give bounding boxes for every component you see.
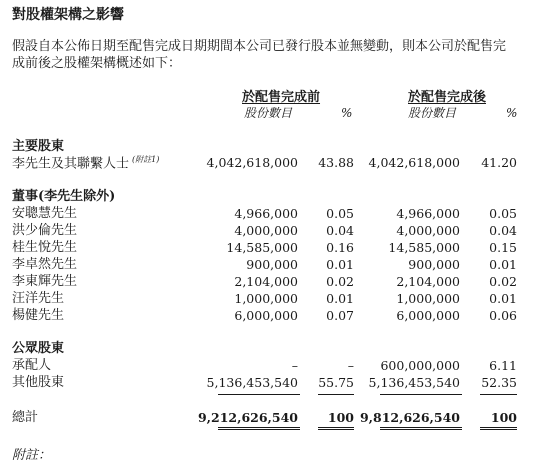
after-pct-cell: 6.11 [489,358,517,373]
before-pct-cell: 55.75 [318,375,354,390]
before-shares-cell: 4,966,000 [234,206,298,221]
before-shares-cell: 6,000,000 [234,308,298,323]
after-shares-cell: 14,585,000 [388,240,460,255]
after-shares-cell: 2,104,000 [396,274,460,289]
shareholder-name: 汪洋先生 [12,291,65,306]
before-shares-cell: – [291,358,298,373]
footnote-reference: (附註1) [132,155,160,164]
before-shares-cell: 900,000 [246,257,298,272]
subtotal-rule [380,394,462,395]
after-pct-cell: 0.05 [489,206,517,221]
before-shares-cell: 5,136,453,540 [206,375,298,390]
before-shares-cell: 4,000,000 [234,223,298,238]
before-column-title: 於配售完成前 [242,90,321,105]
after-shares-cell: 600,000,000 [380,358,460,373]
total-double-rule [218,427,300,430]
total-double-rule [380,427,462,430]
total-before-shares: 9,212,626,540 [197,410,298,425]
shareholder-name: 李卓然先生 [12,257,78,272]
after-shares-cell: 4,000,000 [396,223,460,238]
shareholder-name: 承配人 [12,358,52,373]
before-pct-cell: 0.01 [326,257,354,272]
after-pct-cell: 0.04 [489,223,517,238]
before-pct-cell: 0.02 [326,274,354,289]
before-shares-header: 股份數目 [244,106,293,120]
after-pct-cell: 52.35 [481,375,517,390]
after-pct-cell: 0.01 [489,257,517,272]
after-shares-cell: 1,000,000 [396,291,460,306]
before-shares-cell: 2,104,000 [234,274,298,289]
before-pct-cell: 43.88 [318,155,354,170]
directors-title: 董事(李先生除外) [12,189,116,204]
before-shares-cell: 1,000,000 [234,291,298,306]
intro-line-1: 假設自本公佈日期至配售完成日期期間本公司已發行股本並無變動，則本公司於配售完 [12,39,507,54]
before-pct-cell: 0.01 [326,291,354,306]
shareholder-name: 桂生悅先生 [12,240,78,255]
public-shareholders-title: 公眾股東 [12,341,65,356]
total-after-pct: 100 [490,410,517,425]
total-before-pct: 100 [327,410,354,425]
before-shares-cell: 4,042,618,000 [206,155,298,170]
substantial-shareholders-title: 主要股東 [12,139,65,154]
after-column-title: 於配售完成後 [408,90,487,105]
table-row-label [12,156,159,170]
before-shares-cell: 14,585,000 [226,240,298,255]
before-pct-cell: – [347,358,354,373]
after-shares-cell: 4,966,000 [396,206,460,221]
after-shares-cell: 900,000 [408,257,460,272]
before-pct-header: % [341,106,353,120]
before-pct-cell: 0.16 [326,240,354,255]
after-pct-cell: 0.01 [489,291,517,306]
shareholder-name: 洪少倫先生 [12,223,78,238]
section-heading: 對股權架構之影響 [12,7,124,23]
shareholder-name: 李東輝先生 [12,274,78,289]
after-pct-header: % [506,106,518,120]
shareholder-name: 李先生及其聯繫人士 [12,156,130,172]
subtotal-rule [480,394,517,395]
subtotal-rule [218,394,300,395]
after-shares-cell: 6,000,000 [396,308,460,323]
footnote-label: 附註： [12,448,52,463]
before-pct-cell: 0.05 [326,206,354,221]
total-double-rule [480,427,517,430]
after-shares-cell: 4,042,618,000 [368,155,460,170]
after-pct-cell: 41.20 [481,155,517,170]
after-pct-cell: 0.06 [489,308,517,323]
after-shares-cell: 5,136,453,540 [368,375,460,390]
total-after-shares: 9,812,626,540 [359,410,460,425]
after-pct-cell: 0.02 [489,274,517,289]
before-pct-cell: 0.07 [326,308,354,323]
intro-line-2: 成前後之股權架構概述如下： [12,56,182,71]
shareholder-name: 安聰慧先生 [12,206,78,221]
total-label: 總計 [12,410,39,425]
after-pct-cell: 0.15 [489,240,517,255]
after-shares-header: 股份數目 [408,106,457,120]
subtotal-rule [318,394,354,395]
shareholder-name: 其他股東 [12,375,65,390]
shareholder-name: 楊健先生 [12,308,65,323]
before-pct-cell: 0.04 [326,223,354,238]
total-double-rule [318,427,354,430]
